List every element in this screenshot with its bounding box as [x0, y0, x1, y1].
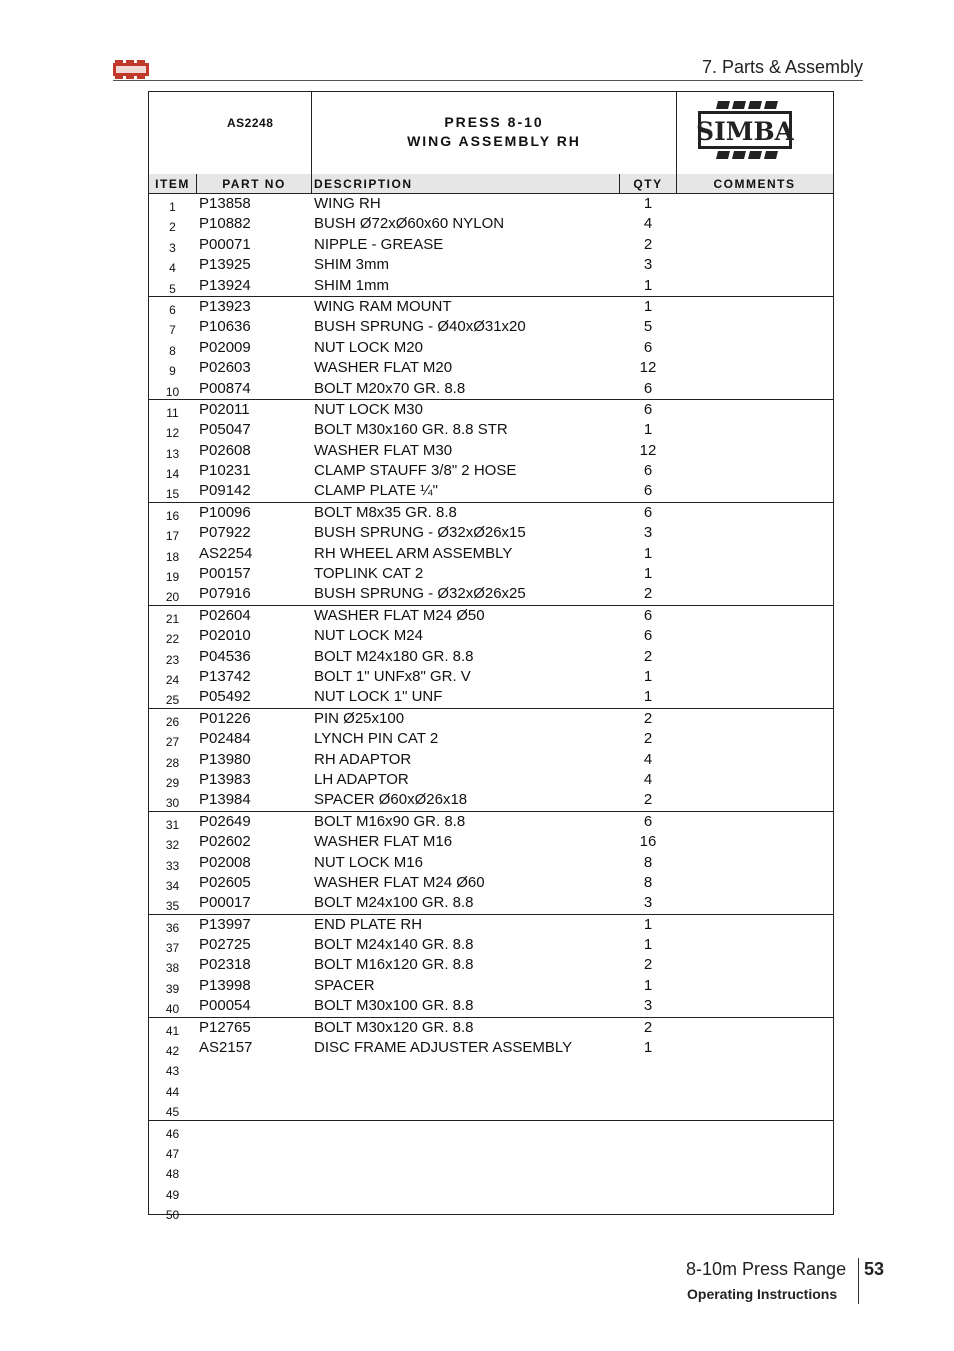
row-quantity: 12: [639, 359, 657, 377]
row-item-number: 19: [165, 570, 180, 585]
simba-header-logo-icon: [113, 60, 149, 79]
footer-subtitle: Operating Instructions: [687, 1286, 838, 1302]
table-row: [149, 729, 833, 749]
row-item-number: 40: [165, 1002, 180, 1017]
table-row: [149, 420, 833, 440]
row-quantity: 4: [643, 215, 653, 233]
row-item-number: 14: [165, 467, 180, 482]
row-part-number: AS2157: [199, 1039, 253, 1057]
row-quantity: 6: [643, 462, 653, 480]
row-description: BOLT 1" UNFx8" GR. V: [314, 667, 471, 685]
row-quantity: 6: [643, 812, 653, 830]
row-part-number: P09142: [199, 482, 251, 500]
row-item-number: 1: [169, 200, 176, 214]
row-item-number: 25: [165, 693, 180, 708]
column-item: ITEM: [149, 174, 197, 193]
row-part-number: P02602: [199, 833, 251, 851]
row-quantity: 2: [643, 585, 653, 603]
row-part-number: P12765: [199, 1018, 251, 1036]
table-row: [149, 708, 833, 729]
row-description: NUT LOCK M30: [314, 400, 423, 418]
table-row: [149, 996, 833, 1016]
row-description: WING RAM MOUNT: [314, 297, 452, 315]
row-item-number: 3: [169, 240, 176, 255]
column-part-no: PART NO: [197, 174, 312, 193]
table-row: [149, 1038, 833, 1058]
row-part-number: P13858: [199, 195, 251, 212]
row-part-number: P13983: [199, 770, 251, 788]
row-part-number: P02604: [199, 606, 251, 624]
row-description: CLAMP PLATE ¼": [314, 482, 438, 500]
table-row: [149, 647, 833, 667]
row-description: BOLT M24x140 GR. 8.8: [314, 936, 474, 954]
row-item-number: 50: [165, 1208, 180, 1223]
row-quantity: 6: [643, 338, 653, 356]
row-description: END PLATE RH: [314, 915, 423, 933]
row-item-number: 46: [165, 1126, 180, 1141]
row-quantity: 12: [639, 441, 657, 459]
row-description: BOLT M24x180 GR. 8.8: [314, 647, 474, 665]
row-item-number: 13: [165, 446, 180, 461]
row-item-number: 8: [169, 343, 176, 358]
row-quantity: 1: [643, 936, 653, 954]
row-part-number: P10882: [199, 215, 251, 233]
table-row: [149, 667, 833, 687]
row-item-number: 49: [165, 1187, 180, 1202]
row-item-number: 42: [165, 1044, 180, 1059]
table-row: [149, 1182, 833, 1202]
row-part-number: P02009: [199, 338, 251, 356]
table-row: [149, 1099, 833, 1119]
row-description: LYNCH PIN CAT 2: [314, 730, 439, 748]
row-quantity: 8: [643, 873, 653, 891]
table-row: [149, 276, 833, 296]
row-description: WASHER FLAT M20: [314, 359, 453, 377]
row-item-number: 33: [165, 858, 180, 873]
row-item-number: 24: [165, 672, 180, 687]
assembly-title-line2: WING ASSEMBLY RH: [407, 133, 581, 149]
row-part-number: P05492: [199, 688, 251, 706]
row-description: BUSH SPRUNG - Ø32xØ26x15: [314, 524, 526, 542]
row-item-number: 16: [165, 508, 180, 523]
row-item-number: 21: [165, 611, 180, 626]
row-description: WASHER FLAT M24 Ø50: [314, 606, 485, 624]
row-description: TOPLINK CAT 2: [314, 565, 424, 583]
row-description: BOLT M16x120 GR. 8.8: [314, 956, 474, 974]
table-row: [149, 358, 833, 378]
row-quantity: 2: [643, 730, 653, 748]
row-item-number: 32: [165, 838, 180, 853]
row-part-number: P10096: [199, 503, 251, 521]
row-part-number: P02484: [199, 730, 251, 748]
table-row: [149, 955, 833, 975]
table-row: [149, 544, 833, 564]
row-part-number: P10636: [199, 318, 251, 336]
table-row: [149, 873, 833, 893]
row-quantity: 6: [643, 503, 653, 521]
column-qty: QTY: [619, 174, 677, 193]
row-quantity: 1: [643, 667, 653, 685]
row-item-number: 44: [165, 1084, 180, 1099]
table-row: [149, 853, 833, 873]
table-row: [149, 1079, 833, 1099]
row-item-number: 2: [169, 220, 176, 235]
row-item-number: 34: [165, 878, 180, 893]
row-item-number: 23: [165, 652, 180, 667]
table-row: [149, 481, 833, 501]
row-quantity: 2: [643, 647, 653, 665]
row-item-number: 6: [169, 302, 176, 317]
row-part-number: P02008: [199, 853, 251, 871]
row-part-number: P00874: [199, 379, 251, 397]
row-quantity: 3: [643, 256, 653, 274]
row-item-number: 26: [165, 714, 180, 729]
row-description: NIPPLE - GREASE: [314, 235, 444, 253]
row-quantity: 4: [643, 750, 653, 768]
table-row: [149, 626, 833, 646]
row-part-number: P13923: [199, 297, 251, 315]
row-item-number: 36: [165, 920, 180, 935]
row-part-number: P00071: [199, 235, 251, 253]
row-part-number: P13984: [199, 791, 251, 809]
row-item-number: 27: [165, 735, 180, 750]
row-quantity: 16: [639, 833, 657, 851]
row-quantity: 1: [643, 565, 653, 583]
row-part-number: P10231: [199, 462, 251, 480]
section-title: 7. Parts & Assembly: [701, 57, 863, 77]
row-description: WASHER FLAT M16: [314, 833, 453, 851]
footer-divider: [858, 1258, 859, 1304]
footer-range: 8-10m Press Range: [686, 1259, 847, 1279]
row-item-number: 37: [165, 941, 180, 956]
row-part-number: P13997: [199, 915, 251, 933]
row-item-number: 4: [169, 261, 176, 276]
row-part-number: P02011: [199, 400, 250, 418]
row-description: BUSH SPRUNG - Ø40xØ31x20: [314, 318, 526, 336]
row-description: NUT LOCK 1" UNF: [314, 688, 443, 706]
row-quantity: 6: [643, 379, 653, 397]
row-quantity: 5: [643, 318, 653, 336]
table-row: [149, 338, 833, 358]
row-quantity: 6: [643, 482, 653, 500]
table-row: [149, 832, 833, 852]
row-part-number: P05047: [199, 421, 251, 439]
row-item-number: 31: [165, 817, 180, 832]
row-description: NUT LOCK M16: [314, 853, 423, 871]
row-description: BOLT M30x100 GR. 8.8: [314, 997, 474, 1015]
parts-table-body: [149, 194, 833, 1223]
assembly-code-cell: [149, 92, 312, 174]
row-quantity: 2: [643, 956, 653, 974]
row-description: NUT LOCK M24: [314, 627, 423, 645]
row-part-number: P02608: [199, 441, 251, 459]
row-part-number: P02605: [199, 873, 251, 891]
row-part-number: P13924: [199, 276, 251, 294]
row-quantity: 1: [643, 688, 653, 706]
row-description: RH ADAPTOR: [314, 750, 412, 768]
table-row: [149, 1161, 833, 1181]
row-description: BOLT M30x120 GR. 8.8: [314, 1018, 474, 1036]
row-quantity: 1: [643, 976, 653, 994]
row-description: BOLT M8x35 GR. 8.8: [314, 503, 457, 521]
row-part-number: P02318: [199, 956, 251, 974]
row-description: BUSH SPRUNG - Ø32xØ26x25: [314, 585, 526, 603]
table-row: [149, 605, 833, 626]
column-comments: COMMENTS: [713, 177, 796, 191]
row-part-number: P01226: [199, 709, 251, 727]
row-description: WING RH: [314, 195, 381, 212]
table-row: [149, 235, 833, 255]
table-row: [149, 1202, 833, 1222]
row-item-number: 29: [165, 775, 180, 790]
row-item-number: 47: [165, 1146, 180, 1161]
table-row: [149, 1017, 833, 1038]
row-item-number: 17: [165, 529, 180, 544]
row-description: BUSH Ø72xØ60x60 NYLON: [314, 215, 505, 233]
column-header-row: [149, 174, 833, 194]
table-row: [149, 770, 833, 790]
table-row: [149, 914, 833, 935]
row-quantity: 3: [643, 524, 653, 542]
row-description: BOLT M20x70 GR. 8.8: [314, 379, 466, 397]
table-row: [149, 379, 833, 399]
row-quantity: 3: [643, 997, 653, 1015]
parts-list-sheet: [148, 91, 834, 1223]
row-part-number: P07916: [199, 585, 251, 603]
row-part-number: P04536: [199, 647, 251, 665]
row-quantity: 1: [643, 195, 653, 212]
row-description: BOLT M30x160 GR. 8.8 STR: [314, 421, 508, 439]
row-quantity: 2: [643, 791, 653, 809]
row-description: BOLT M16x90 GR. 8.8: [314, 812, 466, 830]
table-row: [149, 687, 833, 707]
row-quantity: 1: [643, 297, 653, 315]
table-row: [149, 296, 833, 317]
row-part-number: P00017: [199, 894, 251, 912]
logo-wordmark: SIMBA: [696, 117, 794, 146]
row-quantity: 6: [643, 627, 653, 645]
row-description: WASHER FLAT M30: [314, 441, 453, 459]
row-description: SHIM 3mm: [314, 256, 389, 274]
row-quantity: 2: [643, 709, 653, 727]
row-part-number: AS2254: [199, 544, 253, 562]
table-row: [149, 584, 833, 604]
row-item-number: 20: [165, 590, 180, 605]
row-quantity: 1: [643, 544, 653, 562]
row-item-number: 48: [165, 1167, 180, 1182]
table-row: [149, 523, 833, 543]
row-item-number: 11: [166, 405, 179, 420]
row-description: PIN Ø25x100: [314, 709, 405, 727]
row-description: CLAMP STAUFF 3/8" 2 HOSE: [314, 462, 517, 480]
row-part-number: P13925: [199, 256, 251, 274]
simba-logo-icon: [696, 98, 794, 162]
row-item-number: 38: [165, 961, 180, 976]
row-description: NUT LOCK M20: [314, 338, 423, 356]
table-row: [149, 1141, 833, 1161]
row-description: LH ADAPTOR: [314, 770, 409, 788]
row-description: DISC FRAME ADJUSTER ASSEMBLY: [314, 1039, 573, 1057]
row-part-number: P02603: [199, 359, 251, 377]
header-divider: [113, 80, 863, 81]
table-row: [149, 399, 833, 420]
row-description: BOLT M24x100 GR. 8.8: [314, 894, 474, 912]
row-part-number: P13742: [199, 667, 251, 685]
table-row: [149, 935, 833, 955]
row-item-number: 43: [165, 1064, 180, 1079]
row-part-number: P02649: [199, 812, 251, 830]
title-block: [149, 92, 833, 175]
row-part-number: P02725: [199, 936, 251, 954]
table-row: [149, 317, 833, 337]
table-row: [149, 750, 833, 770]
row-quantity: 1: [643, 1039, 653, 1057]
page-number: 53: [864, 1259, 885, 1279]
row-quantity: 8: [643, 853, 653, 871]
row-quantity: 3: [643, 894, 653, 912]
assembly-title-line1: PRESS 8-10: [444, 114, 544, 130]
row-item-number: 45: [165, 1105, 180, 1120]
row-quantity: 1: [643, 276, 653, 294]
table-row: [149, 1058, 833, 1078]
row-item-number: 7: [169, 323, 176, 338]
row-quantity: 2: [643, 1018, 653, 1036]
row-item-number: 41: [165, 1023, 180, 1038]
row-part-number: P02010: [199, 627, 251, 645]
row-item-number: 30: [165, 796, 180, 811]
table-row: [149, 811, 833, 832]
row-part-number: P13980: [199, 750, 251, 768]
table-row: [149, 790, 833, 810]
row-description: SHIM 1mm: [314, 276, 389, 294]
row-quantity: 1: [643, 421, 653, 439]
table-row: [149, 255, 833, 275]
row-item-number: 9: [169, 364, 176, 379]
table-row: [149, 1120, 833, 1141]
table-row: [149, 194, 833, 214]
row-item-number: 18: [165, 549, 180, 564]
row-quantity: 4: [643, 770, 653, 788]
row-quantity: 1: [643, 915, 653, 933]
table-row: [149, 441, 833, 461]
row-description: SPACER Ø60xØ26x18: [314, 791, 468, 809]
column-description: DESCRIPTION: [314, 177, 413, 191]
table-row: [149, 502, 833, 523]
row-item-number: 35: [165, 899, 180, 914]
row-part-number: P07922: [199, 524, 251, 542]
row-description: SPACER: [314, 976, 375, 994]
row-item-number: 12: [165, 426, 180, 441]
row-description: WASHER FLAT M24 Ø60: [314, 873, 485, 891]
table-row: [149, 893, 833, 913]
assembly-title-cell: [312, 92, 677, 174]
row-item-number: 10: [165, 384, 180, 399]
row-item-number: 5: [169, 281, 176, 296]
row-item-number: 28: [165, 755, 180, 770]
table-row: [149, 461, 833, 481]
table-row: [149, 214, 833, 234]
row-part-number: P13998: [199, 976, 251, 994]
row-quantity: 6: [643, 400, 653, 418]
table-row: [149, 564, 833, 584]
row-item-number: 15: [165, 487, 180, 502]
row-part-number: P00054: [199, 997, 251, 1015]
row-item-number: 39: [165, 981, 180, 996]
row-part-number: P00157: [199, 565, 251, 583]
row-quantity: 2: [643, 235, 653, 253]
row-description: RH WHEEL ARM ASSEMBLY: [314, 544, 513, 562]
assembly-code: AS2248: [227, 116, 274, 130]
row-item-number: 22: [165, 632, 180, 647]
row-quantity: 6: [643, 606, 653, 624]
table-row: [149, 976, 833, 996]
